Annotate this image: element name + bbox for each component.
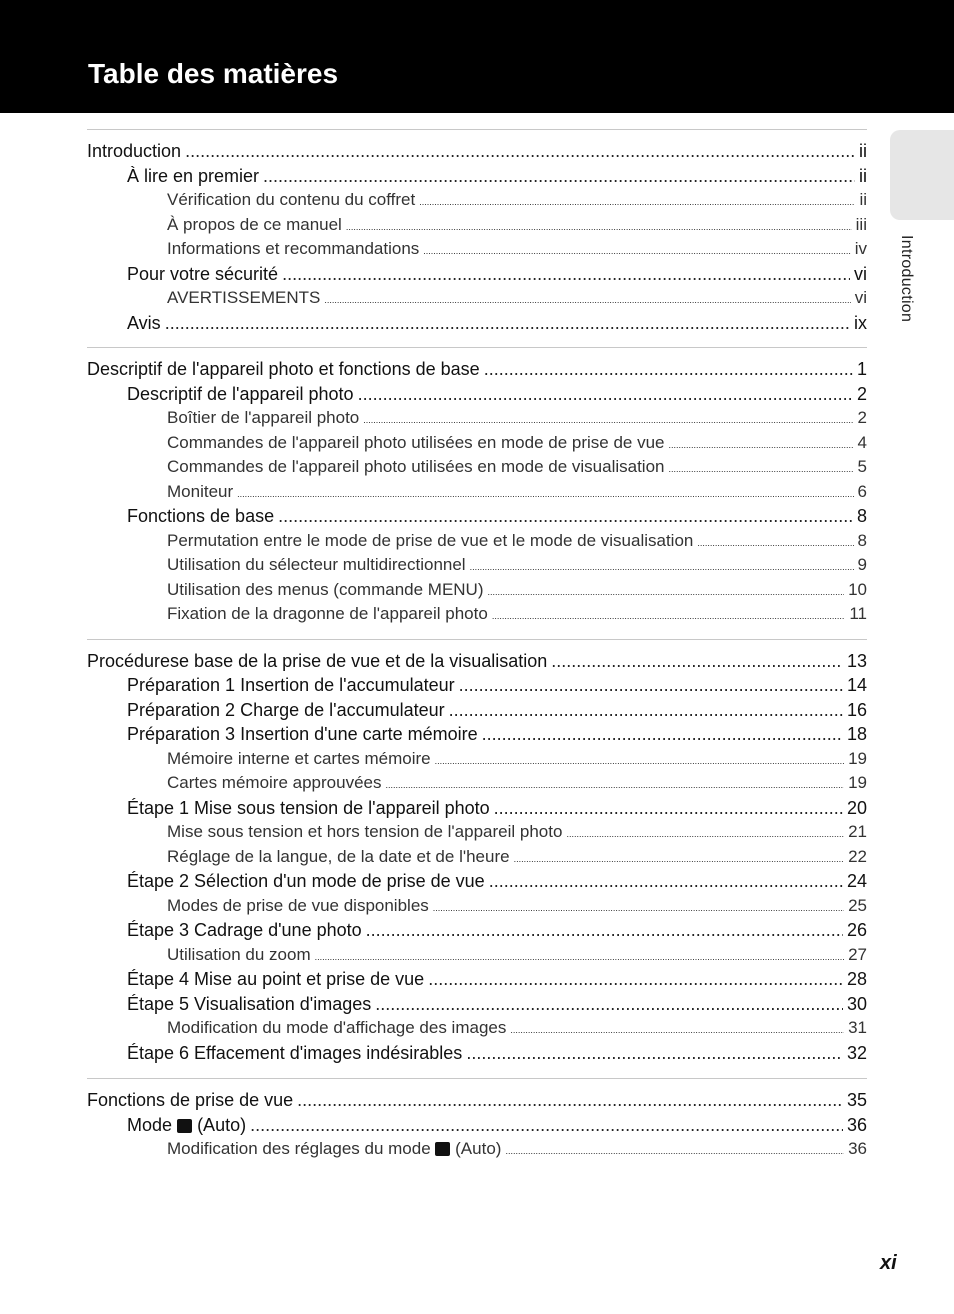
toc-section bbox=[87, 347, 867, 639]
toc-entry-page: 5 bbox=[857, 457, 867, 476]
dot-leader bbox=[250, 1113, 843, 1138]
toc-entry[interactable] bbox=[87, 747, 867, 772]
toc-entry-page: 30 bbox=[846, 993, 867, 1014]
toc-section bbox=[87, 1078, 867, 1162]
toc-entry-title: Mode (Auto) bbox=[127, 1114, 247, 1135]
page-title: Table des matières bbox=[88, 58, 339, 89]
toc-entry[interactable] bbox=[87, 1041, 867, 1066]
toc-entry-title: Fixation de la dragonne de l'appareil photo bbox=[167, 604, 488, 623]
toc-entry-page: 18 bbox=[846, 724, 867, 744]
toc-entry-page: 8 bbox=[856, 506, 867, 526]
dot-leader bbox=[419, 190, 855, 215]
dot-leader bbox=[669, 433, 854, 458]
toc-entry[interactable] bbox=[87, 262, 867, 287]
toc-entry[interactable] bbox=[87, 578, 867, 603]
toc-entry[interactable] bbox=[87, 504, 867, 529]
toc-entry[interactable] bbox=[87, 311, 867, 336]
toc-entry-page: 36 bbox=[848, 1139, 867, 1158]
camera-icon bbox=[177, 1119, 192, 1133]
dot-leader bbox=[358, 382, 853, 407]
toc-entry-title: Procédurese base de la prise de vue et de la visualisation bbox=[87, 650, 548, 671]
toc-entry-title: Réglage de la langue, de la date et de l'heure bbox=[167, 846, 510, 866]
toc-entry-page: 21 bbox=[848, 822, 867, 841]
dot-leader bbox=[488, 580, 845, 605]
toc-entry-title: Étape 5 Visualisation d'images bbox=[127, 993, 372, 1014]
toc-entry-page: 2 bbox=[856, 383, 867, 404]
toc-entry[interactable] bbox=[87, 918, 867, 943]
toc-entry[interactable] bbox=[87, 286, 867, 311]
dot-leader bbox=[324, 288, 850, 313]
toc-entry[interactable] bbox=[87, 164, 867, 189]
toc-entry-page: 25 bbox=[848, 895, 867, 915]
dot-leader bbox=[433, 896, 844, 921]
toc-entry-title: Préparation 1 Insertion de l'accumulateur bbox=[127, 675, 455, 695]
toc-entry-title: Commandes de l'appareil photo utilisées en mode de prise de vue bbox=[167, 432, 665, 452]
toc-entry-title: Modification du mode d'affichage des images bbox=[167, 1018, 507, 1037]
toc-entry-page: 4 bbox=[857, 432, 867, 452]
toc-entry-title: Utilisation du sélecteur multidirectionnel bbox=[167, 555, 466, 574]
toc-entry[interactable] bbox=[87, 698, 867, 723]
dot-leader bbox=[510, 1018, 844, 1043]
dot-leader bbox=[566, 822, 844, 847]
toc-entry-page: 14 bbox=[846, 675, 867, 695]
toc-entry-page: 1 bbox=[856, 359, 867, 379]
toc-entry-page: ii bbox=[859, 165, 867, 186]
toc-entry-title: Permutation entre le mode de prise de vue et le mode de visualisation bbox=[167, 530, 694, 550]
dot-leader bbox=[428, 967, 843, 992]
toc-entry[interactable] bbox=[87, 382, 867, 407]
toc-entry-title: AVERTISSEMENTS bbox=[167, 288, 321, 307]
toc-entry-title: Mise sous tension et hors tension de l'appareil photo bbox=[167, 822, 563, 841]
dot-leader bbox=[185, 139, 855, 164]
toc-entry-page: ix bbox=[854, 312, 867, 333]
toc-entry-title: Étape 1 Mise sous tension de l'appareil photo bbox=[127, 797, 490, 818]
toc-entry-page: 16 bbox=[846, 699, 867, 720]
toc-entry-title: Descriptif de l'appareil photo bbox=[127, 383, 354, 404]
toc-entry-title: Moniteur bbox=[167, 481, 234, 501]
dot-leader bbox=[494, 796, 843, 821]
toc-entry-page: 19 bbox=[848, 773, 867, 792]
toc-entry-page: vi bbox=[854, 288, 867, 307]
toc-entry-page: 32 bbox=[846, 1042, 867, 1063]
toc-entry-page: 10 bbox=[848, 579, 867, 599]
toc-entry-page: ii bbox=[859, 190, 867, 209]
toc-entry-title: Étape 3 Cadrage d'une photo bbox=[127, 920, 362, 940]
dot-leader bbox=[423, 239, 850, 264]
toc-entry-title: Commandes de l'appareil photo utilisées en mode de visualisation bbox=[167, 457, 665, 476]
toc-entry[interactable] bbox=[87, 845, 867, 870]
dot-leader bbox=[459, 673, 843, 698]
toc-entry[interactable] bbox=[87, 992, 867, 1017]
toc-entry-title: Descriptif de l'appareil photo et fonctions de base bbox=[87, 359, 480, 379]
toc-section bbox=[87, 129, 867, 347]
toc-entry-page: iv bbox=[854, 239, 867, 258]
toc-entry[interactable] bbox=[87, 894, 867, 919]
toc-entry[interactable] bbox=[87, 649, 867, 674]
toc-entry-title: Étape 6 Effacement d'images indésirables bbox=[127, 1042, 463, 1063]
dot-leader bbox=[278, 504, 853, 529]
dot-leader bbox=[346, 215, 852, 240]
dot-leader bbox=[315, 945, 844, 970]
toc-entry[interactable] bbox=[87, 188, 867, 213]
dot-leader bbox=[435, 749, 844, 774]
toc-entry-page: iii bbox=[855, 214, 867, 234]
dot-leader bbox=[514, 847, 845, 872]
toc-entry-page: 27 bbox=[848, 944, 867, 964]
dot-leader bbox=[551, 649, 843, 674]
table-of-contents bbox=[87, 129, 867, 1162]
dot-leader bbox=[489, 869, 843, 894]
toc-entry-title: Pour votre sécurité bbox=[127, 263, 279, 284]
toc-entry-title: Avis bbox=[127, 312, 161, 333]
toc-entry[interactable] bbox=[87, 553, 867, 578]
dot-leader bbox=[449, 698, 843, 723]
toc-entry[interactable] bbox=[87, 139, 867, 164]
dot-leader bbox=[375, 992, 843, 1017]
dot-leader bbox=[366, 918, 843, 943]
toc-entry-page: 6 bbox=[857, 481, 867, 501]
dot-leader bbox=[482, 722, 843, 747]
toc-entry-title: Préparation 2 Charge de l'accumulateur bbox=[127, 699, 445, 720]
toc-entry-title: Introduction bbox=[87, 141, 182, 161]
toc-entry[interactable] bbox=[87, 602, 867, 627]
chapter-tab bbox=[890, 130, 954, 220]
toc-entry-title: Modification des réglages du mode (Auto) bbox=[167, 1139, 502, 1158]
toc-entry-title: Mémoire interne et cartes mémoire bbox=[167, 748, 431, 768]
dot-leader bbox=[466, 1041, 843, 1066]
page-header bbox=[0, 0, 954, 113]
toc-entry[interactable] bbox=[87, 796, 867, 821]
toc-entry-page: 9 bbox=[857, 555, 867, 574]
dot-leader bbox=[297, 1088, 843, 1113]
toc-entry-page: 36 bbox=[846, 1114, 867, 1135]
toc-entry-page: 11 bbox=[849, 604, 867, 623]
toc-entry-page: vi bbox=[854, 263, 867, 284]
toc-entry-title: Modes de prise de vue disponibles bbox=[167, 895, 429, 915]
toc-entry-title: Fonctions de prise de vue bbox=[87, 1090, 294, 1110]
toc-entry[interactable] bbox=[87, 431, 867, 456]
dot-leader bbox=[697, 531, 853, 556]
dot-leader bbox=[237, 482, 853, 507]
toc-entry[interactable] bbox=[87, 529, 867, 554]
toc-entry[interactable] bbox=[87, 1016, 867, 1041]
toc-entry-title: Vérification du contenu du coffret bbox=[167, 190, 416, 209]
dot-leader bbox=[363, 408, 853, 433]
toc-entry[interactable] bbox=[87, 480, 867, 505]
toc-entry-page: 35 bbox=[846, 1090, 867, 1110]
dot-leader bbox=[385, 773, 844, 798]
toc-entry[interactable] bbox=[87, 406, 867, 431]
dot-leader bbox=[263, 164, 855, 189]
toc-section bbox=[87, 639, 867, 1079]
dot-leader bbox=[505, 1139, 844, 1164]
dot-leader bbox=[668, 457, 853, 482]
toc-entry[interactable] bbox=[87, 1137, 867, 1162]
toc-entry-title: Préparation 3 Insertion d'une carte mémoire bbox=[127, 724, 478, 744]
chapter-tab-label: Introduction bbox=[898, 235, 915, 323]
toc-entry[interactable] bbox=[87, 213, 867, 238]
toc-entry[interactable] bbox=[87, 1088, 867, 1113]
toc-entry-page: 19 bbox=[848, 748, 867, 768]
toc-entry-title: À propos de ce manuel bbox=[167, 214, 342, 234]
toc-entry-title: Étape 4 Mise au point et prise de vue bbox=[127, 969, 425, 989]
dot-leader bbox=[165, 311, 850, 336]
dot-leader bbox=[484, 357, 853, 382]
toc-entry-title: À lire en premier bbox=[127, 165, 260, 186]
toc-entry-page: 8 bbox=[857, 530, 867, 550]
toc-entry-page: 22 bbox=[848, 846, 867, 866]
toc-entry[interactable] bbox=[87, 820, 867, 845]
dot-leader bbox=[282, 262, 850, 287]
toc-entry-page: 24 bbox=[846, 871, 867, 891]
toc-entry-title: Utilisation du zoom bbox=[167, 944, 311, 964]
toc-entry-title: Boîtier de l'appareil photo bbox=[167, 408, 360, 427]
toc-entry-page: 2 bbox=[857, 408, 867, 427]
toc-entry-page: 31 bbox=[848, 1018, 867, 1037]
toc-entry-page: 26 bbox=[846, 920, 867, 940]
toc-entry[interactable] bbox=[87, 1113, 867, 1138]
toc-entry-page: 13 bbox=[846, 650, 867, 671]
toc-entry[interactable] bbox=[87, 967, 867, 992]
toc-entry[interactable] bbox=[87, 357, 867, 382]
toc-entry[interactable] bbox=[87, 722, 867, 747]
toc-entry-page: 20 bbox=[846, 797, 867, 818]
toc-entry-title: Étape 2 Sélection d'un mode de prise de vue bbox=[127, 871, 485, 891]
page-number: xi bbox=[880, 1252, 897, 1274]
toc-entry-page: 28 bbox=[846, 969, 867, 989]
camera-icon bbox=[435, 1142, 450, 1156]
toc-entry-title: Utilisation des menus (commande MENU) bbox=[167, 579, 484, 599]
toc-entry-title: Informations et recommandations bbox=[167, 239, 420, 258]
toc-entry-title: Cartes mémoire approuvées bbox=[167, 773, 382, 792]
toc-entry[interactable] bbox=[87, 237, 867, 262]
toc-entry-page: ii bbox=[859, 141, 867, 161]
toc-entry[interactable] bbox=[87, 771, 867, 796]
toc-entry[interactable] bbox=[87, 943, 867, 968]
toc-entry-title: Fonctions de base bbox=[127, 506, 275, 526]
toc-entry[interactable] bbox=[87, 673, 867, 698]
dot-leader bbox=[470, 555, 854, 580]
toc-entry[interactable] bbox=[87, 455, 867, 480]
toc-entry[interactable] bbox=[87, 869, 867, 894]
dot-leader bbox=[492, 604, 846, 629]
